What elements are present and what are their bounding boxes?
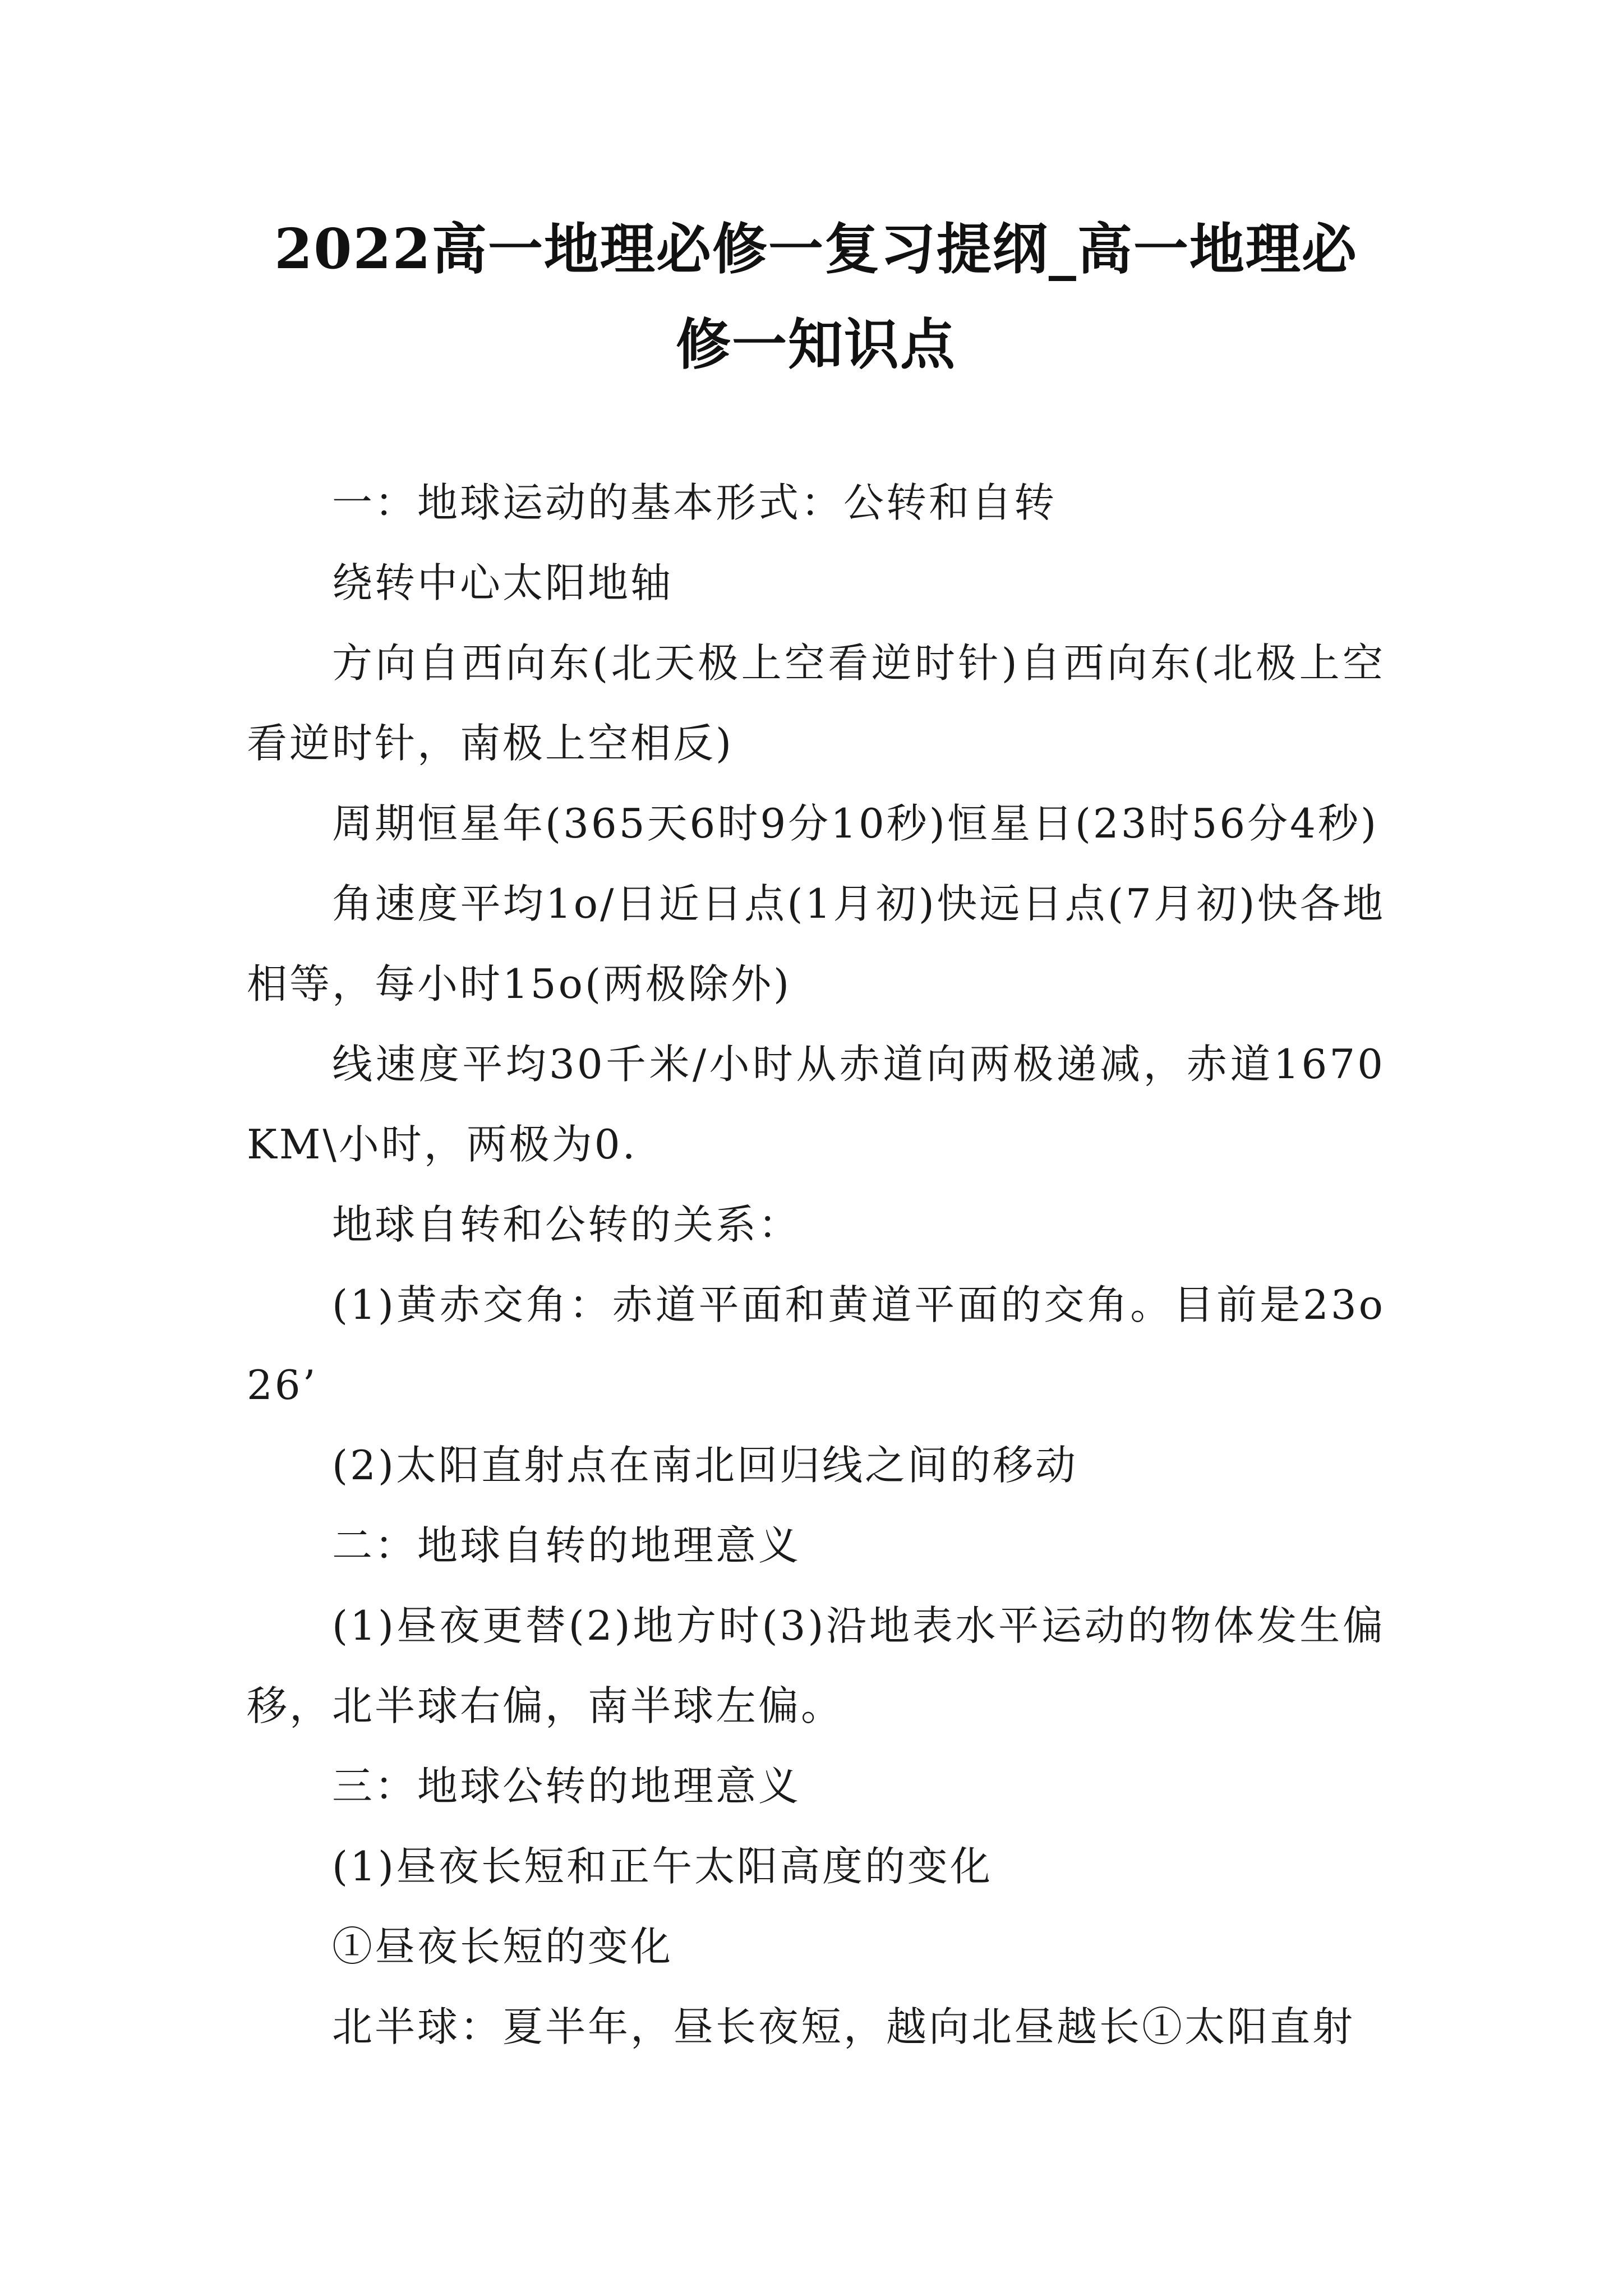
paragraph-subsolar-point: (2)太阳直射点在南北回归线之间的移动 bbox=[332, 1442, 1078, 1489]
paragraph-angular-velocity: 角速度平均1o/日近日点(1月初)快远日点(7月初)快各地相等，每小时15o(两极除外) bbox=[247, 880, 1385, 1007]
document-body bbox=[247, 463, 1385, 2067]
paragraph-period: 周期恒星年(365天6时9分10秒)恒星日(23时56分4秒) bbox=[332, 800, 1379, 847]
paragraph-relationship: 地球自转和公转的关系： bbox=[332, 1201, 801, 1248]
document-title: 2022高一地理必修一复习提纲_高一地理必修一知识点 bbox=[274, 217, 1358, 377]
paragraph-rotation-center: 绕转中心太阳地轴 bbox=[332, 559, 674, 606]
paragraph-obliquity: (1)黄赤交角：赤道平面和黄道平面的交角。目前是23o26’ bbox=[247, 1281, 1385, 1409]
paragraph-rotation-significance: (1)昼夜更替(2)地方时(3)沿地表水平运动的物体发生偏移，北半球右偏，南半球左偏。 bbox=[247, 1602, 1385, 1729]
paragraph-revolution-significance-heading: 三：地球公转的地理意义 bbox=[332, 1763, 801, 1810]
paragraph-northern-hemisphere: 北半球：夏半年，昼长夜短，越向北昼越长①太阳直射 bbox=[332, 2003, 1355, 2050]
paragraph-day-length-change: ①昼夜长短的变化 bbox=[332, 1923, 674, 1970]
paragraph-direction: 方向自西向东(北天极上空看逆时针)自西向东(北极上空看逆时针，南极上空相反) bbox=[247, 639, 1385, 767]
paragraph-linear-velocity: 线速度平均30千米/小时从赤道向两极递减，赤道1670KM\小时，两极为0. bbox=[247, 1041, 1385, 1168]
paragraph-rotation-significance-heading: 二：地球自转的地理意义 bbox=[332, 1522, 801, 1569]
paragraph-earth-motion-forms: 一：地球运动的基本形式：公转和自转 bbox=[332, 479, 1057, 526]
paragraph-day-length-sun-height: (1)昼夜长短和正午太阳高度的变化 bbox=[332, 1843, 993, 1890]
